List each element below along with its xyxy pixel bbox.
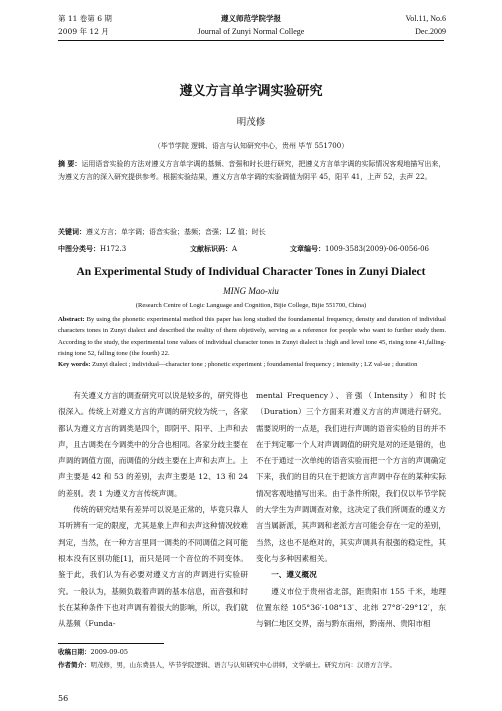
doc-label: 文献标识码： bbox=[190, 245, 232, 253]
body-right-column bbox=[256, 388, 446, 632]
author-name-en: MING Mao-xiu bbox=[223, 286, 279, 296]
keywords-cn bbox=[58, 226, 448, 239]
header-volume-cn: 第 11 卷第 6 期 bbox=[58, 14, 112, 23]
keywords-cn-label: 关键词： bbox=[58, 228, 86, 236]
affiliation-cn: （毕节学院 逻辑、语言与认知研究中心，贵州 毕节 551700） bbox=[153, 142, 349, 150]
abstract-en-paragraph bbox=[58, 314, 446, 359]
keywords-en-label: Key words: bbox=[58, 361, 91, 369]
abstract-en bbox=[58, 314, 446, 370]
received-date bbox=[58, 647, 128, 658]
affiliation-en: (Research Centre of Logic Language and Cognition, Bijie College, Bijie 551700, China) bbox=[135, 302, 367, 309]
author-bio-text: 明茂修，男，山东费县人，毕节学院逻辑、语言与认知研究中心讲师，文学硕士。研究方向：汉语方言学。 bbox=[90, 661, 396, 669]
page-number: 56 bbox=[58, 694, 69, 703]
clc-number bbox=[58, 244, 126, 254]
abstract-cn-text: 运用语音实验的方法对遵义方言单字调的基频、音强和时长进行研究，把遵义方言单字调的实际情况客观地描写出来，为遵义方言的深入研究提供参考。根据实验结果，遵义方言单字调的实验调值为阴平 45，阳平 41，上声 52，去声 22。 bbox=[58, 160, 446, 181]
header-journal-en: Journal of Zunyi Normal College bbox=[197, 27, 305, 36]
received-value: 2009-09-05 bbox=[90, 648, 128, 656]
author-name-cn: 明茂修 bbox=[236, 117, 266, 128]
clc-label: 中图分类号： bbox=[58, 245, 100, 253]
author-bio bbox=[58, 660, 450, 671]
abstract-cn-label: 摘 要： bbox=[58, 160, 82, 168]
document-code bbox=[190, 244, 237, 254]
clc-value: H172.3 bbox=[100, 245, 127, 253]
keywords-en-paragraph bbox=[58, 359, 446, 370]
author-bio-label: 作者简介： bbox=[58, 661, 91, 669]
article-label: 文章编号： bbox=[290, 245, 325, 253]
header-rule bbox=[58, 40, 444, 41]
doc-value: A bbox=[232, 245, 238, 253]
abstract-en-label: Abstract: bbox=[58, 316, 85, 323]
article-number bbox=[290, 244, 429, 254]
keywords-en-text: Zunyi dialect ; individual—character tone ; phonetic experiment ; foundamental frequency ; intensity ; LZ val-ue ; duration bbox=[92, 361, 418, 369]
section-heading: 一、遵义概况 bbox=[271, 570, 317, 580]
body-paragraph: 有关遵义方言的调查研究可以说是较多的，研究得也很深入。传统上对遵义方言的声调的研究较为统一，各家都认为遵义方言的调类是四个，即阴平、阳平、上声和去声，且古调类在今调类中的分合也相同。各家分歧主要在声调的调值方面，而调值的分歧主要在上声和去声上。上声主要是 42 和 53 的差别，去声主要是 12、13 和 24 的差别。表 1 为遵义方言传统声调。 bbox=[58, 391, 248, 498]
header-date-en: Dec.2009 bbox=[415, 27, 446, 36]
header-journal-cn: 遵义师范学院学报 bbox=[221, 14, 281, 23]
footnote-rule bbox=[58, 643, 164, 644]
article-title-cn: 遵义方言单字调实验研究 bbox=[179, 84, 323, 99]
header-volume-en: Vol.11, No.6 bbox=[405, 14, 446, 23]
article-title-en: An Experimental Study of Individual Character Tones in Zunyi Dialect bbox=[76, 266, 426, 278]
body-paragraph: mental Frequency）、音强（Intensity）和时长（Duration）三个方面来对遵义方言的声调进行研究。需要说明的一点是，我们进行声调的语音实验的目的并不在于判定哪一个人对声调调值的研究是对的还是错的，也不在于通过一次单纯的语音实验而把一个方言的声调确定下来，我们的目的只在于把该方言声调中存在的某种实际情况客观地描写出来。由于条件所限，我们仅以毕节学院的大学生为声调调查对象，这决定了我们所调查的遵义方言当属新派，其声调和老派方言可能会存在一定的差别，当然，这也不是绝对的，其实声调具有很强的稳定性，其变化与多种因素相关。 bbox=[256, 391, 446, 563]
abstract-en-text: By using the phonetic experimental method this paper has long studied the foundamental frequency, density and duration of individual characters tones in Zunyi dialect and described the reality of them objetively, serving as a reference for people who want to further study them. According to the study, the experimental tone values of individual character tones in Zunyi dialect is :high and level tone 45, rising tone 41,falling-rising tone 52, falling tone (the fourth) 22. bbox=[58, 316, 447, 357]
keywords-cn-text: 遵义方言；单字调；语音实验；基频；音强；LZ 值；时长 bbox=[86, 228, 266, 236]
article-value: 1009-3583(2009)-06-0056-06 bbox=[325, 245, 429, 253]
abstract-cn bbox=[58, 158, 448, 183]
body-left-column bbox=[58, 388, 248, 632]
body-paragraph: 遵义市位于贵州省北部，距贵阳市 155 千米，地理位置东经 105°36′-108°13′、北纬 27°8′-29°12′，东与铜仁地区交界，南与黔东南州，黔南州、贵阳市相 bbox=[256, 586, 446, 629]
header-date-cn: 2009 年 12 月 bbox=[58, 27, 109, 36]
received-label: 收稿日期： bbox=[58, 648, 91, 656]
body-paragraph: 传统的研究结果有差异可以说是正常的，毕竟只靠人耳听辨有一定的限度，尤其是象上声和去声这种情况较难判定，当然，在一种方言里同一调类的不同调值之间可能根本没有区别功能[1]，而只是同一个音位的不同变体。鉴于此，我们认为有必要对遵义方言的声调进行实验研究。一般认为，基频负载着声调的基本信息，而音强和时长在某种条件下也对声调有着很大的影响，所以，我们就从基频（Funda- bbox=[58, 505, 248, 629]
